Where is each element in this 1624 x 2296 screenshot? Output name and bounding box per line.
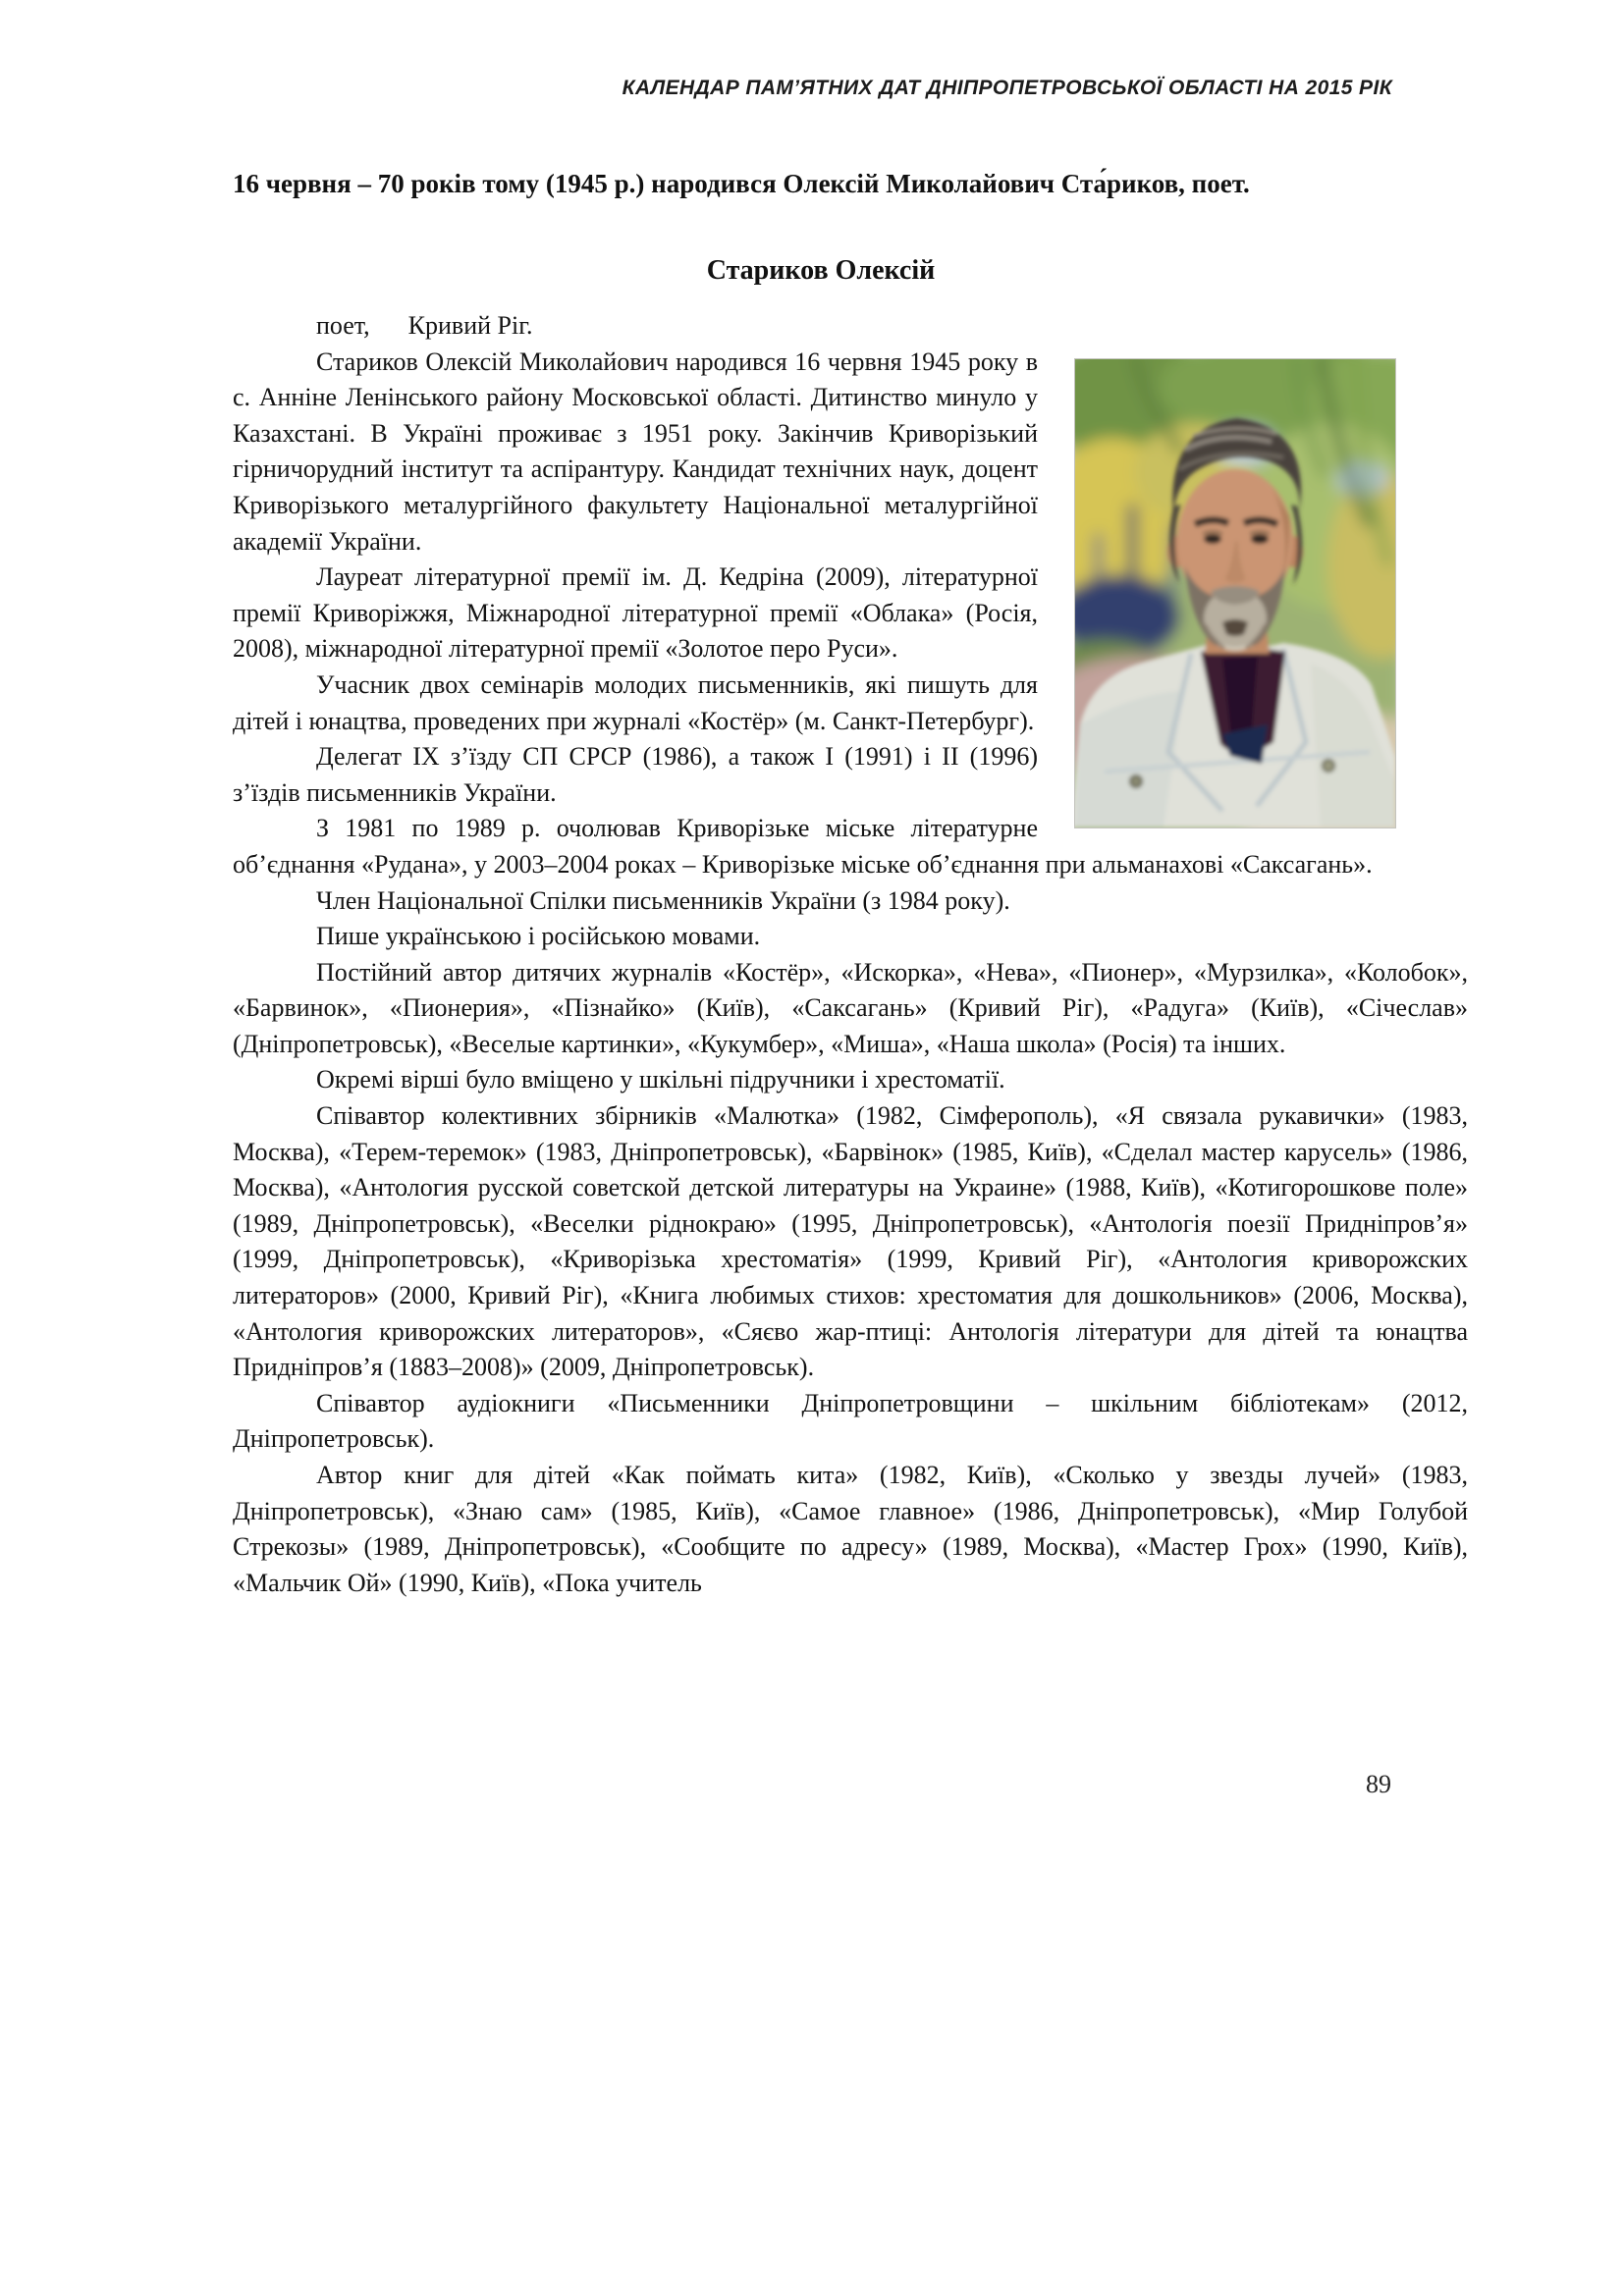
paragraph: Пише українською і російською мовами. — [316, 922, 761, 951]
date-heading: 16 червня – 70 років тому (1945 р.) народився Олексій Миколайович Ста́риков, поет. — [233, 169, 1250, 198]
paragraph: Стариков Олексій Миколайович народився 16 червня 1945 року в с. Анніне Ленінського району Московської області. Дитинство минуло у Казахстані. В Україні проживає з 1951 року. Закінчив Криворізький гірничорудний інститут та аспірантуру. Кандидат технічних наук, доцент Криворізького металургійного факультету Національної металургійної академії України. — [233, 347, 1038, 556]
article-body — [233, 308, 1468, 1601]
paragraph: Постійний автор дитячих журналів «Костёр», «Искорка», «Нева», «Пионер», «Мурзилка», «Колобок», «Барвинок», «Пионерия», «Пізнайко» (Київ), «Саксагань» (Кривий Ріг), «Радуга» (Київ), «Січеслав» (Дніпропетровськ), «Веселые картинки», «Кукумбер», «Миша», «Наша школа» (Росія) та інших. — [233, 957, 1468, 1058]
running-title: КАЛЕНДАР ПАМ’ЯТНИХ ДАТ ДНІПРОПЕТРОВСЬКОЇ ОБЛАСТІ НА 2015 РІК — [622, 77, 1392, 99]
paragraph: Учасник двох семінарів молодих письменників, які пишуть для дітей і юнацтва, проведених при журналі «Костёр» (м. Санкт-Петербург). — [233, 669, 1038, 735]
paragraph: Співавтор аудіокниги «Письменники Дніпропетровщини – шкільним бібліотекам» (2012, Дніпропетровськ). — [233, 1388, 1468, 1454]
article-title: Стариков Олексій — [706, 255, 936, 286]
paragraph: поет, Кривий Ріг. — [316, 311, 533, 340]
page-number: 89 — [1366, 1770, 1391, 1798]
paragraph: Окремі вірші було вміщено у шкільні підручники і хрестоматії. — [316, 1065, 1005, 1095]
portrait-photo-illustration — [1075, 359, 1395, 828]
paragraph: Член Національної Спілки письменників України (з 1984 року). — [316, 885, 1010, 915]
paragraph: З 1981 по 1989 р. очолював Криворізьке міське літературне об’єднання «Рудана», у 2003–2004 роках – Криворізьке міське об’єднання при альманахові «Саксагань». — [233, 814, 1373, 879]
paragraph: Делегат IX з’їзду СП СРСР (1986), а також I (1991) і II (1996) з’їздів письменників України. — [233, 742, 1038, 807]
paragraph: Співавтор колективних збірників «Малютка» (1982, Сімферополь), «Я связала рукавички» (1983, Москва), «Терем-теремок» (1983, Дніпропетровськ), «Барвінок» (1985, Київ), «Сделал мастер карусель» (1986, Москва), «Антология русской советской детской литературы на Украине» (1988, Київ), «Котигорошкове поле» (1989, Дніпропетровськ), «Веселки ріднокраю» (1995, Дніпропетровськ), «Антологія поезії Придніпров’я» (1999, Дніпропетровськ), «Криворізька хрестоматія» (1999, Кривий Ріг), «Антология криворожских литераторов» (2000, Кривий Ріг), «Книга любимых стихов: хрестоматия для дошкольников» (2006, Москва), «Антология криворожских литераторов», «Сяєво жар-птиці: Антологія літератури для дітей та юнацтва Придніпров’я (1883–2008)» (2009, Дніпропетровськ). — [233, 1101, 1468, 1382]
portrait-photo — [1074, 358, 1396, 828]
paragraph: Автор книг для дітей «Как поймать кита» (1982, Київ), «Сколько у звезды лучей» (1983, Дніпропетровськ), «Знаю сам» (1985, Київ), «Самое главное» (1986, Дніпропетровськ), «Мир Голубой Стрекозы» (1989, Дніпропетровськ), «Сообщите по адресу» (1989, Москва), «Мастер Грох» (1990, Київ), «Мальчик Ой» (1990, Київ), «Пока учитель — [233, 1461, 1468, 1597]
paragraph: Лауреат літературної премії ім. Д. Кедріна (2009), літературної премії Криворіжжя, Міжнародної літературної премії «Облака» (Росія, 2008), міжнародної літературної премії «Золотое перо Руси». — [233, 562, 1038, 664]
